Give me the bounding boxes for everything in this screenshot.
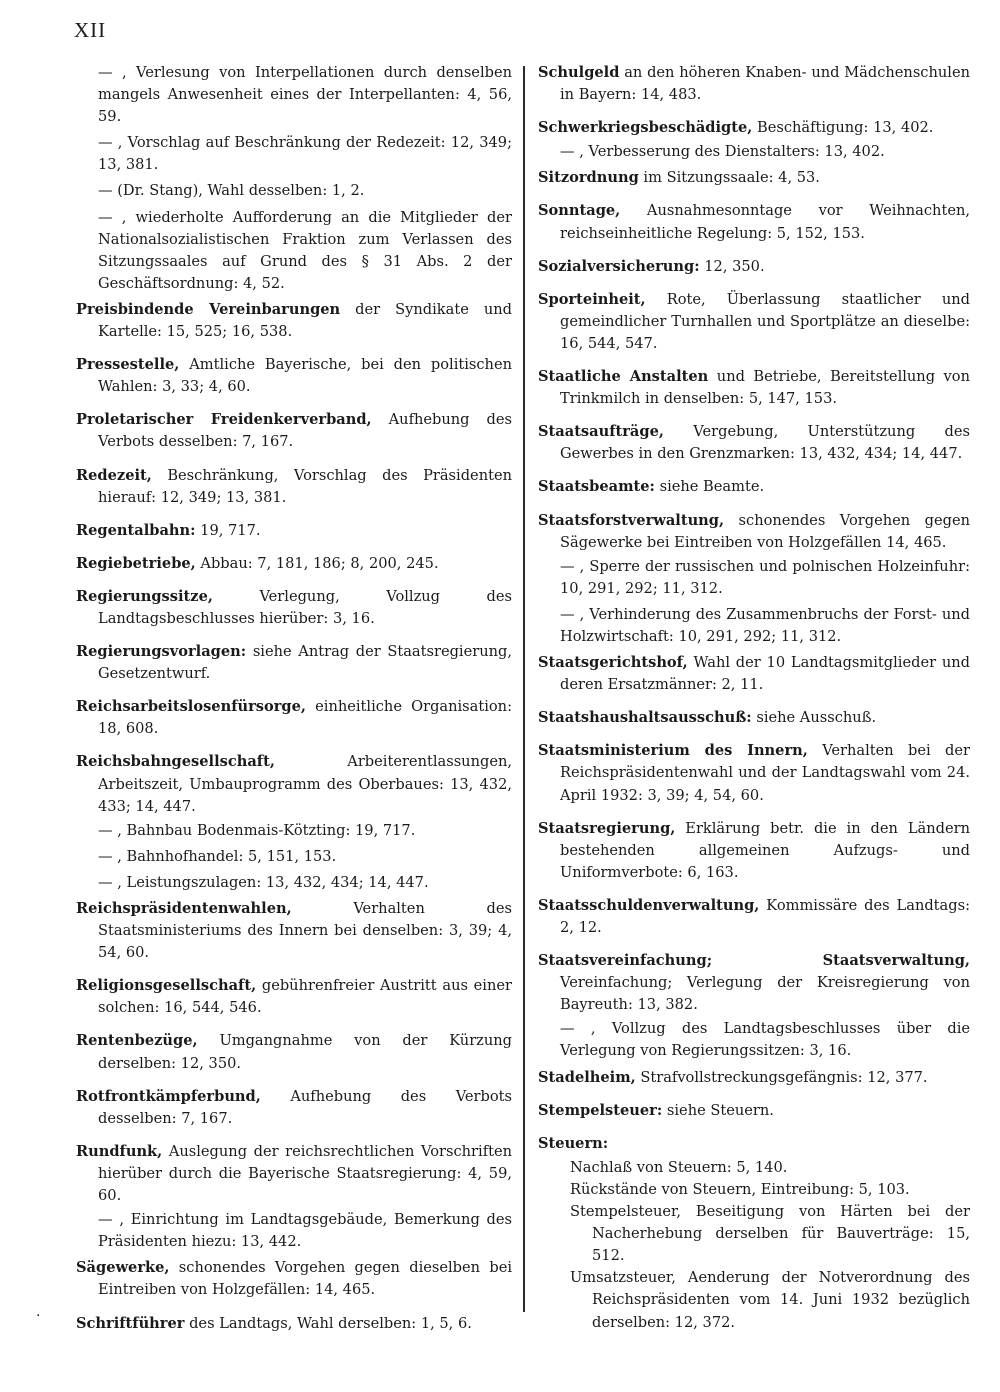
index-headword: Reichspräsidentenwahlen,: [76, 900, 292, 917]
index-column-right: [538, 62, 970, 1334]
index-subentry: [538, 1018, 970, 1062]
index-text: Auslegung der reichsrechtlichen Vorschriften hierüber durch die Bayerische Staatsregierung: 4, 59, 60.: [98, 1142, 512, 1205]
index-text: 12, 350.: [699, 257, 765, 275]
index-text: — , Verbesserung des Dienstalters: 13, 402.: [560, 143, 885, 161]
index-entry: [538, 1067, 970, 1089]
index-headword: Staatsvereinfachung; Staatsverwaltung,: [538, 952, 970, 970]
index-headword: Staatsministerium des Innern,: [538, 742, 808, 760]
index-entry: [76, 898, 512, 964]
index-text: siehe Beamte.: [654, 478, 765, 496]
index-entry: [538, 421, 970, 465]
index-headword: Rundfunk,: [76, 1142, 163, 1160]
index-text: schonendes Vorgehen gegen Sägewerke bei Eintreiben von Holzgefällen 14, 465.: [560, 511, 970, 551]
index-headword: Schwerkriegsbeschädigte,: [538, 119, 753, 137]
index-text: — , Bahnhofhandel: 5, 151, 153.: [98, 847, 337, 865]
index-entry: [538, 167, 970, 189]
index-entry: [76, 1257, 512, 1301]
index-entry: [76, 975, 512, 1019]
index-headword: Sonntage,: [538, 202, 621, 220]
index-text: Amtliche Bayerische, bei den politischen Wahlen: 3, 33; 4, 60.: [98, 356, 512, 396]
index-entry: [538, 200, 970, 244]
index-subentry: [76, 820, 512, 842]
index-entry: [538, 1100, 970, 1122]
index-entry: [538, 1133, 970, 1155]
index-subentry: [538, 604, 970, 648]
index-headword: Rotfrontkämpferbund,: [76, 1087, 261, 1105]
index-entry: [76, 1313, 512, 1335]
index-headword: Staatsbeamte:: [538, 478, 655, 496]
index-headword: Sägewerke,: [76, 1259, 170, 1277]
index-headword: Regiebetriebe,: [76, 554, 196, 572]
index-text: Wahl der 10 Landtagsmitglieder und deren Ersatzmänner: 2, 11.: [560, 654, 970, 694]
index-headword: Steuern:: [538, 1134, 609, 1152]
index-text: — , Verlesung von Interpellationen durch denselben mangels Anwesenheit eines der Interpellanten: 4, 56, 59.: [98, 64, 512, 126]
index-subentry: [76, 62, 512, 128]
index-text: Aufhebung des Verbots desselben: 7, 167.: [98, 411, 512, 451]
page-number: XII: [74, 18, 107, 42]
steuern-subentry: Stempelsteuer, Beseitigung von Härten bei der Nacherhebung derselben für Bauverträge: 15, 512.: [570, 1203, 970, 1265]
index-entry: [538, 652, 970, 696]
margin-dot: .: [36, 1304, 41, 1320]
index-headword: Sporteinheit,: [538, 290, 646, 308]
index-headword: Staatsregierung,: [538, 819, 676, 837]
index-text: — , wiederholte Aufforderung an die Mitglieder der Nationalsozialistischen Fraktion zum Verlassen des Sitzungssaales auf Grund des § 31 Abs. 2 der Geschäftsordnung: 4, 52.: [98, 208, 512, 292]
index-entry: [538, 740, 970, 806]
index-subentry: [76, 207, 512, 295]
index-headword: Stadelheim,: [538, 1068, 636, 1086]
index-entry: [538, 62, 970, 106]
index-entry: [76, 641, 512, 685]
index-text: Arbeiterentlassungen, Arbeitszeit, Umbauprogramm des Oberbaues: 13, 432, 433; 14, 447.: [98, 753, 512, 815]
index-text: des Landtags, Wahl derselben: 1, 5, 6.: [184, 1314, 472, 1332]
index-text: Aufhebung des Verbots desselben: 7, 167.: [98, 1087, 512, 1127]
index-text: Umgangnahme von der Kürzung derselben: 12, 350.: [98, 1032, 512, 1072]
index-text: — (Dr. Stang), Wahl desselben: 1, 2.: [98, 182, 365, 200]
index-text: Verhalten bei der Reichspräsidentenwahl und der Landtagswahl vom 24. April 1932: 3, 39; 4, 54, 60.: [560, 742, 970, 804]
index-headword: Regierungssitze,: [76, 587, 213, 605]
index-entry: [76, 354, 512, 398]
index-text: — , Verhinderung des Zusammenbruchs der Forst- und Holzwirtschaft: 10, 291, 292; 11, 312.: [560, 605, 970, 645]
index-text: der Syndikate und Kartelle: 15, 525; 16, 538.: [98, 300, 512, 341]
index-text: — , Sperre der russischen und polnischen Holzeinfuhr: 10, 291, 292; 11, 312.: [560, 557, 970, 597]
index-text: Kommissäre des Landtags: 2, 12.: [560, 896, 970, 936]
index-entry: [538, 289, 970, 355]
index-text: und Betriebe, Bereitstellung von Trinkmilch in denselben: 5, 147, 153.: [560, 368, 970, 408]
index-headword: Reichsarbeitslosenfürsorge,: [76, 698, 306, 716]
index-headword: Regentalbahn:: [76, 521, 196, 539]
index-headword: Religionsgesellschaft,: [76, 977, 257, 995]
index-entry: [538, 950, 970, 1016]
index-headword: Sitzordnung: [538, 169, 639, 187]
index-text: Ausnahmesonntage vor Weihnachten, reichseinheitliche Regelung: 5, 152, 153.: [560, 202, 970, 242]
index-text: Abbau: 7, 181, 186; 8, 200, 245.: [195, 554, 439, 572]
index-entry: [538, 818, 970, 884]
index-entry: [76, 409, 512, 453]
index-text: an den höheren Knaben- und Mädchenschulen in Bayern: 14, 483.: [560, 64, 970, 104]
index-text: Verlegung, Vollzug des Landtagsbeschlusses hierüber: 3, 16.: [98, 587, 512, 627]
index-entry: [76, 520, 512, 542]
index-headword: Stempelsteuer:: [538, 1101, 663, 1119]
index-entry: [76, 465, 512, 509]
index-entry: [76, 553, 512, 575]
index-headword: Preisbindende Vereinbarungen: [76, 300, 341, 318]
index-text: gebührenfreier Austritt aus einer solchen: 16, 544, 546.: [98, 977, 512, 1017]
index-headword: Regierungsvorlagen:: [76, 643, 247, 661]
index-text: siehe Antrag der Staatsregierung, Gesetzentwurf.: [98, 643, 512, 683]
index-headword: Staatsforstverwaltung,: [538, 511, 725, 529]
index-subentry: [76, 846, 512, 868]
steuern-subentry: Nachlaß von Steuern: 5, 140.: [570, 1158, 788, 1176]
index-headword: Staatsgerichtshof,: [538, 654, 688, 672]
index-entry: [538, 366, 970, 410]
index-text: — , Leistungszulagen: 13, 432, 434; 14, 447.: [98, 873, 429, 891]
index-text: im Sitzungssaale: 4, 53.: [638, 169, 820, 187]
index-headword: Schulgeld: [538, 64, 620, 81]
index-entry: [76, 299, 512, 343]
index-subentry: [76, 132, 512, 176]
index-text: Verhalten des Staatsministeriums des Innern bei denselben: 3, 39; 4, 54, 60.: [98, 900, 512, 962]
index-entry: [76, 1030, 512, 1074]
index-text: siehe Steuern.: [662, 1101, 774, 1119]
index-subentry: [76, 872, 512, 894]
index-text: Vereinfachung; Verlegung der Kreisregierung von Bayreuth: 13, 382.: [560, 974, 970, 1014]
index-text: Erklärung betr. die in den Ländern bestehenden allgemeinen Aufzugs- und Uniformverbote: 6, 163.: [560, 819, 970, 881]
index-text: Strafvollstreckungsgefängnis: 12, 377.: [635, 1068, 928, 1086]
index-headword: Staatshaushaltsausschuß:: [538, 709, 752, 727]
index-text: Rote, Überlassung staatlicher und gemeindlicher Turnhallen und Sportplätze an dieselbe: 16, 544, 547.: [560, 290, 970, 352]
index-entry: [538, 510, 970, 554]
index-text: — , Vollzug des Landtagsbeschlusses über die Verlegung von Regierungssitzen: 3, 16.: [560, 1020, 970, 1060]
index-headword: Pressestelle,: [76, 356, 180, 374]
index-entry: [538, 256, 970, 278]
index-subentry: [538, 556, 970, 600]
index-entry: [538, 707, 970, 729]
index-entry: [538, 117, 970, 139]
index-headword: Sozialversicherung:: [538, 257, 700, 275]
index-subentry: [76, 1209, 512, 1253]
index-headword: Redezeit,: [76, 466, 152, 484]
index-entry: [76, 586, 512, 630]
index-text: Vergebung, Unterstützung des Gewerbes in den Grenzmarken: 13, 432, 434; 14, 447.: [560, 423, 970, 463]
index-subentry: [76, 180, 512, 202]
steuern-subentry: Umsatzsteuer, Aenderung der Notverordnung des Reichspräsidenten vom 14. Juni 1932 bezüglich derselben: 12, 372.: [570, 1269, 970, 1331]
steuern-sublist: [538, 1157, 970, 1334]
index-text: — , Einrichtung im Landtagsgebäude, Bemerkung des Präsidenten hiezu: 13, 442.: [98, 1211, 512, 1251]
index-headword: Reichsbahngesellschaft,: [76, 753, 275, 771]
index-entry: [538, 895, 970, 939]
index-entry: [76, 1086, 512, 1130]
index-text: 19, 717.: [195, 521, 261, 539]
index-headword: Staatsaufträge,: [538, 423, 664, 441]
column-divider: [523, 66, 525, 1312]
index-headword: Staatliche Anstalten: [538, 368, 709, 386]
index-text: siehe Ausschuß.: [751, 709, 877, 727]
index-text: — , Vorschlag auf Beschränkung der Redezeit: 12, 349; 13, 381.: [98, 134, 512, 174]
index-entry: [76, 751, 512, 817]
index-text: einheitliche Organisation: 18, 608.: [98, 698, 512, 738]
index-entry: [538, 476, 970, 498]
index-headword: Proletarischer Freidenkerverband,: [76, 411, 372, 429]
index-headword: Schriftführer: [76, 1314, 185, 1332]
steuern-subentry: Rückstände von Steuern, Eintreibung: 5, 103.: [570, 1180, 910, 1198]
index-headword: Rentenbezüge,: [76, 1032, 198, 1050]
index-headword: Staatsschuldenverwaltung,: [538, 896, 760, 914]
index-column-left: [76, 62, 512, 1346]
index-entry: [76, 1141, 512, 1207]
index-text: Beschäftigung: 13, 402.: [752, 119, 934, 137]
index-subentry: [538, 141, 970, 163]
index-entry: [76, 696, 512, 740]
index-text: — , Bahnbau Bodenmais-Kötzting: 19, 717.: [98, 821, 416, 839]
index-text: Beschränkung, Vorschlag des Präsidenten hierauf: 12, 349; 13, 381.: [98, 466, 512, 506]
index-text: schonendes Vorgehen gegen dieselben bei Eintreiben von Holzgefällen: 14, 465.: [98, 1259, 512, 1299]
